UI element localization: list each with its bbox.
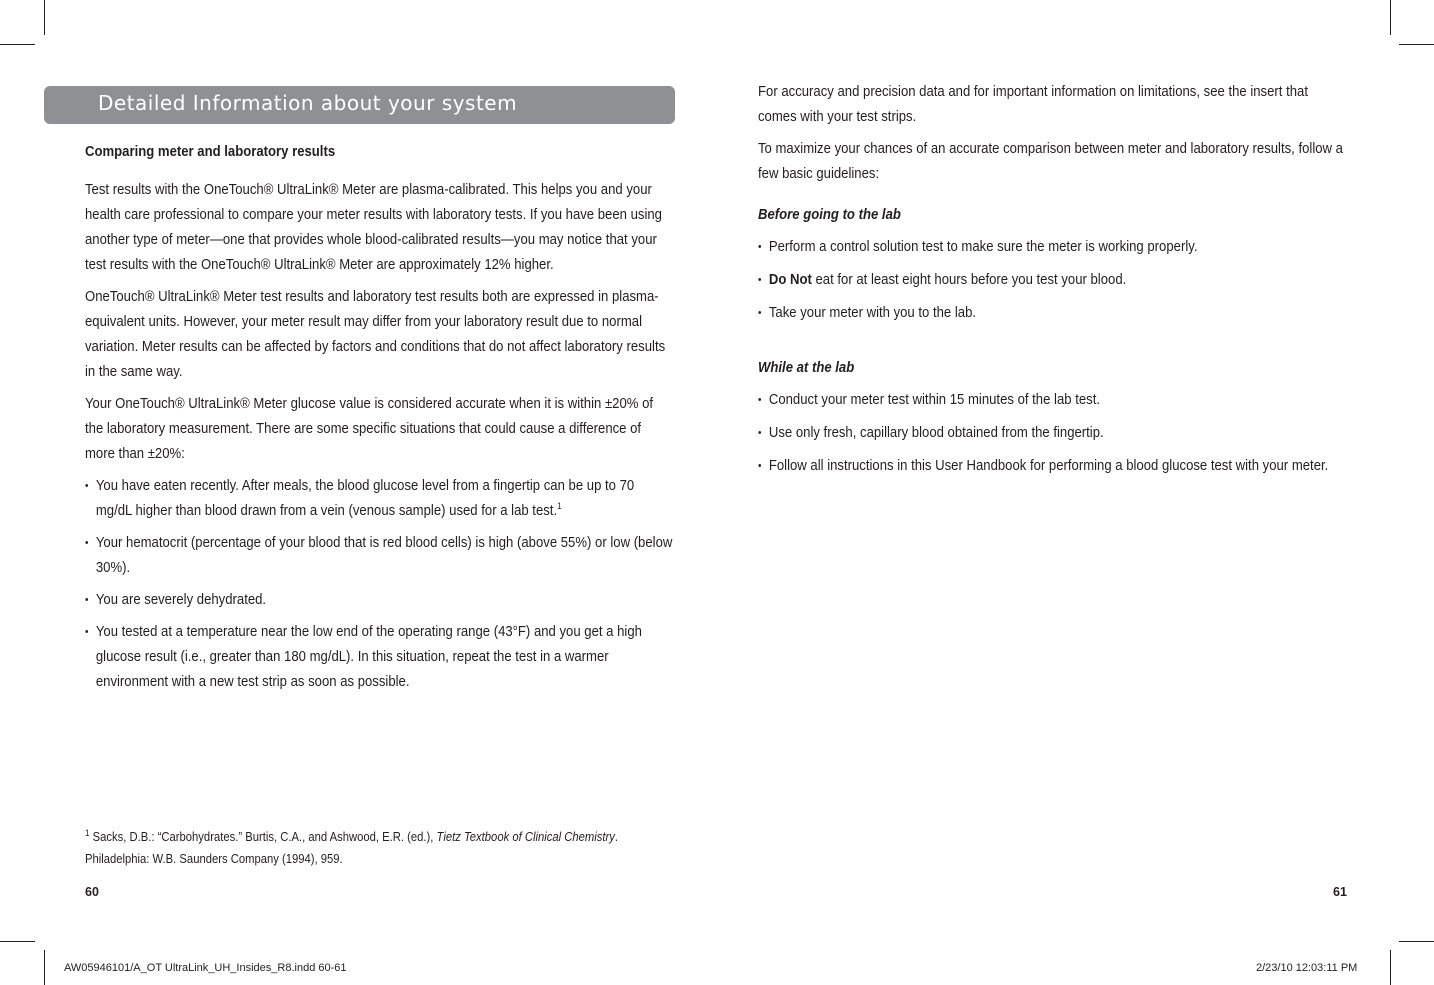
footnote-period: . <box>614 830 618 844</box>
footnote-book-title: Tietz Textbook of Clinical Chemistry <box>436 830 615 844</box>
crop-mark <box>44 0 45 35</box>
list-item <box>85 620 673 695</box>
list-item <box>758 454 1346 479</box>
paragraph: Test results with the OneTouch® UltraLink® Meter are plasma-calibrated. This helps you and your health care professional to compare your meter results with laboratory tests. If you have been using another type of meter—one that provides whole blood-calibrated results—you may notice that your test results with the OneTouch® UltraLink® Meter are approximately 12% higher. <box>85 182 662 273</box>
list-item-text: eat for at least eight hours before you test your blood. <box>811 272 1127 288</box>
crop-mark <box>44 950 45 985</box>
list-item <box>758 301 1346 326</box>
subheading-while-lab: While at the lab <box>758 360 855 376</box>
paragraph: To maximize your chances of an accurate comparison between meter and laboratory results, follow a few basic guidelines: <box>758 141 1343 182</box>
section-title: Comparing meter and laboratory results <box>85 144 336 160</box>
section-header-title: Detailed Information about your system <box>98 91 518 115</box>
crop-mark <box>0 941 35 942</box>
footnote-reference: 1 <box>557 501 562 512</box>
page-number-left: 60 <box>85 885 99 899</box>
page-number-right: 61 <box>1333 885 1347 899</box>
crop-mark <box>1390 950 1391 985</box>
before-lab-list <box>758 235 1346 326</box>
list-item <box>758 421 1346 446</box>
crop-mark <box>0 44 35 45</box>
list-item-text: Your hematocrit (percentage of your blood that is red blood cells) is high (above 55%) or low (below 30%). <box>95 535 673 576</box>
footnote-line <box>85 826 715 848</box>
list-item-text: Perform a control solution test to make sure the meter is working properly. <box>768 239 1198 255</box>
right-page-column <box>758 80 1346 487</box>
print-slug-timestamp: 2/23/10 12:03:11 PM <box>1256 962 1358 974</box>
paragraph: Your OneTouch® UltraLink® Meter glucose value is considered accurate when it is within ±20% of the laboratory measurement. There are some specific situations that could cause a difference of more than ±20%: <box>85 396 654 462</box>
list-item-text: Take your meter with you to the lab. <box>768 305 977 321</box>
paragraph: OneTouch® UltraLink® Meter test results and laboratory test results both are expressed in plasma-equivalent units. However, your meter result may differ from your laboratory result due to normal variation. Meter results can be affected by factors and conditions that do not affect laboratory results in the same way. <box>85 289 666 380</box>
list-item <box>85 474 673 524</box>
footnote <box>85 826 715 870</box>
list-item <box>85 531 673 581</box>
list-item-text: You have eaten recently. After meals, the blood glucose level from a fingertip can be up to 70 mg/dL higher than blood drawn from a vein (venous sample) used for a lab test. <box>95 478 635 519</box>
list-item <box>758 388 1346 413</box>
crop-mark <box>1390 0 1391 35</box>
crop-mark <box>1399 941 1434 942</box>
list-item-text: Conduct your meter test within 15 minutes of the lab test. <box>768 392 1101 408</box>
list-item-text: You tested at a temperature near the low end of the operating range (43°F) and you get a high glucose result (i.e., greater than 180 mg/dL). In this situation, repeat the test in a warmer environment with a new test strip as soon as possible. <box>95 624 642 690</box>
list-item <box>758 235 1346 260</box>
footnote-text: Sacks, D.B.: “Carbohydrates.” Burtis, C.A., and Ashwood, E.R. (ed.), <box>92 830 434 844</box>
footnote-line-2: Philadelphia: W.B. Saunders Company (1994), 959. <box>85 852 343 866</box>
list-item <box>85 588 673 613</box>
footnote-mark: 1 <box>85 827 90 838</box>
list-item <box>758 268 1346 293</box>
paragraph: For accuracy and precision data and for important information on limitations, see the insert that comes with your test strips. <box>758 84 1308 125</box>
crop-mark <box>1399 44 1434 45</box>
list-item-text: You are severely dehydrated. <box>95 592 267 608</box>
emphasis-do-not: Do Not <box>768 272 812 288</box>
list-item-text: Use only fresh, capillary blood obtained from the fingertip. <box>768 425 1104 441</box>
print-slug-filename: AW05946101/A_OT UltraLink_UH_Insides_R8.indd 60-61 <box>64 962 347 974</box>
list-item-text: Follow all instructions in this User Handbook for performing a blood glucose test with your meter. <box>768 458 1329 474</box>
left-page-column <box>85 140 673 702</box>
subheading-before-lab: Before going to the lab <box>758 207 901 223</box>
accuracy-factors-list <box>85 474 673 695</box>
while-lab-list <box>758 388 1346 479</box>
section-header-bar <box>44 86 675 124</box>
